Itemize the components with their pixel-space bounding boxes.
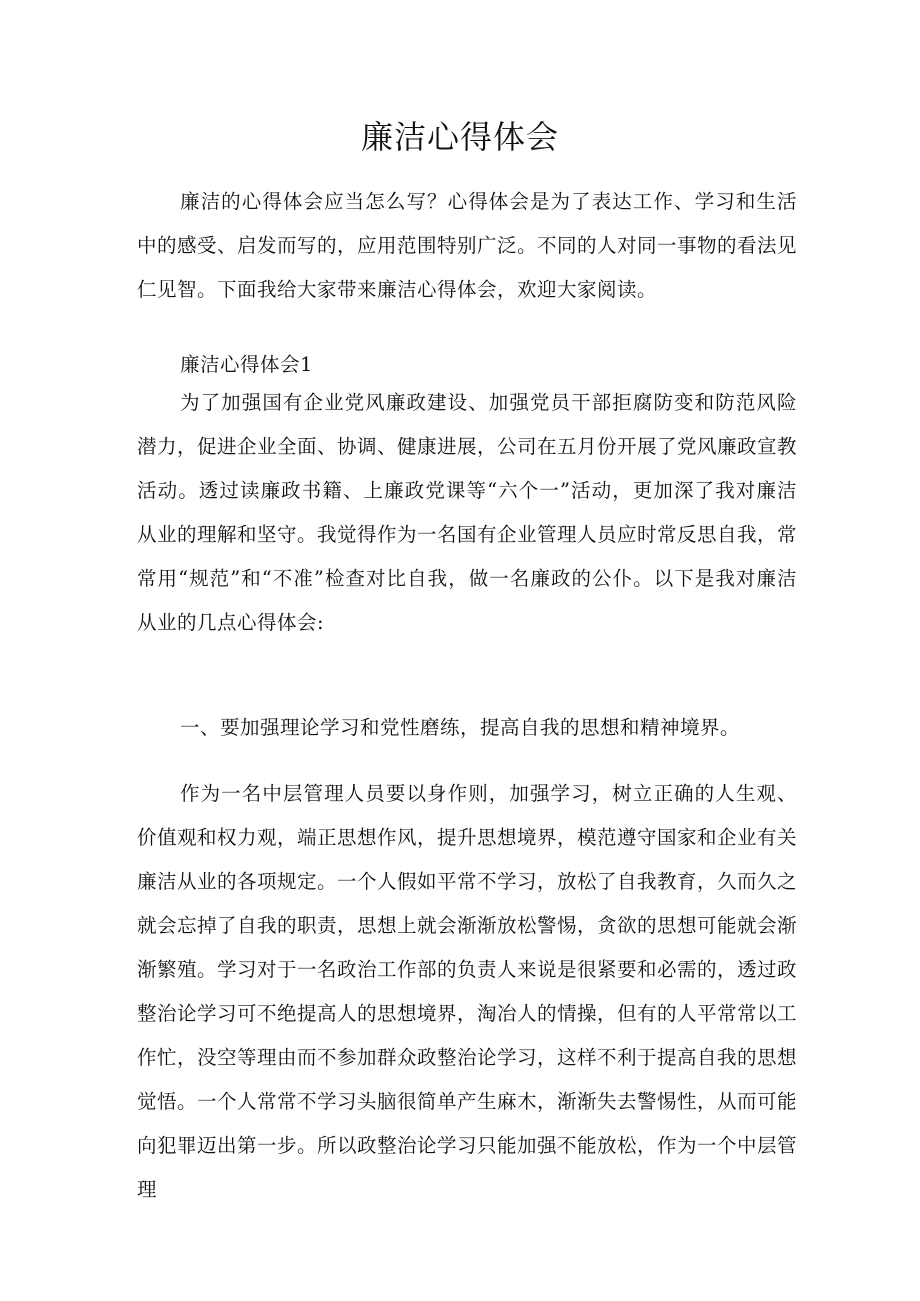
section-heading-1: 一、要加强理论学习和党性磨练，提高自我的思想和精神境界。	[180, 716, 741, 739]
page-title: 廉洁心得体会	[360, 118, 559, 156]
body-paragraph-1: 为了加强国有企业党风廉政建设、加强党员干部拒腐防变和防范风险潜力，促进企业全面、协调、健康进展，公司在五月份开展了党风廉政宣教活动。透过读廉政书籍、上廉政党课等“六个一”活动，更加深了我对廉洁从业的理解和坚守。我觉得作为一名国有企业管理人员应时常反思自我，常常用“规范”和“不准”检查对比自我，做一名廉政的公仆。以下是我对廉洁从业的几点心得体会:	[137, 391, 798, 634]
body-paragraph-2: 作为一名中层管理人员要以身作则，加强学习，树立正确的人生观、价值观和权力观，端正思想作风，提升思想境界，模范遵守国家和企业有关廉洁从业的各项规定。一个人假如平常不学习，放松了自我教育，久而久之就会忘掉了自我的职责，思想上就会渐渐放松警惕，贪欲的思想可能就会渐渐繁殖。学习对于一名政治工作部的负责人来说是很紧要和必需的，透过政整治论学习可不绝提高人的思想境界，淘冶人的情操，但有的人平常常以工作忙，没空等理由而不参加群众政整治论学习，这样不利于提高自我的思想觉悟。一个人常常不学习头脑很简单产生麻木，渐渐失去警惕性，从而可能向犯罪迈出第一步。所以政整治论学习只能加强不能放松，作为一个中层管理	[137, 782, 798, 1201]
section-subtitle: 廉洁心得体会1	[180, 353, 313, 376]
intro-paragraph: 廉洁的心得体会应当怎么写？心得体会是为了表达工作、学习和生活中的感受、启发而写的，应用范围特别广泛。不同的人对同一事物的看法见仁见智。下面我给大家带来廉洁心得体会，欢迎大家阅读。	[137, 190, 798, 301]
